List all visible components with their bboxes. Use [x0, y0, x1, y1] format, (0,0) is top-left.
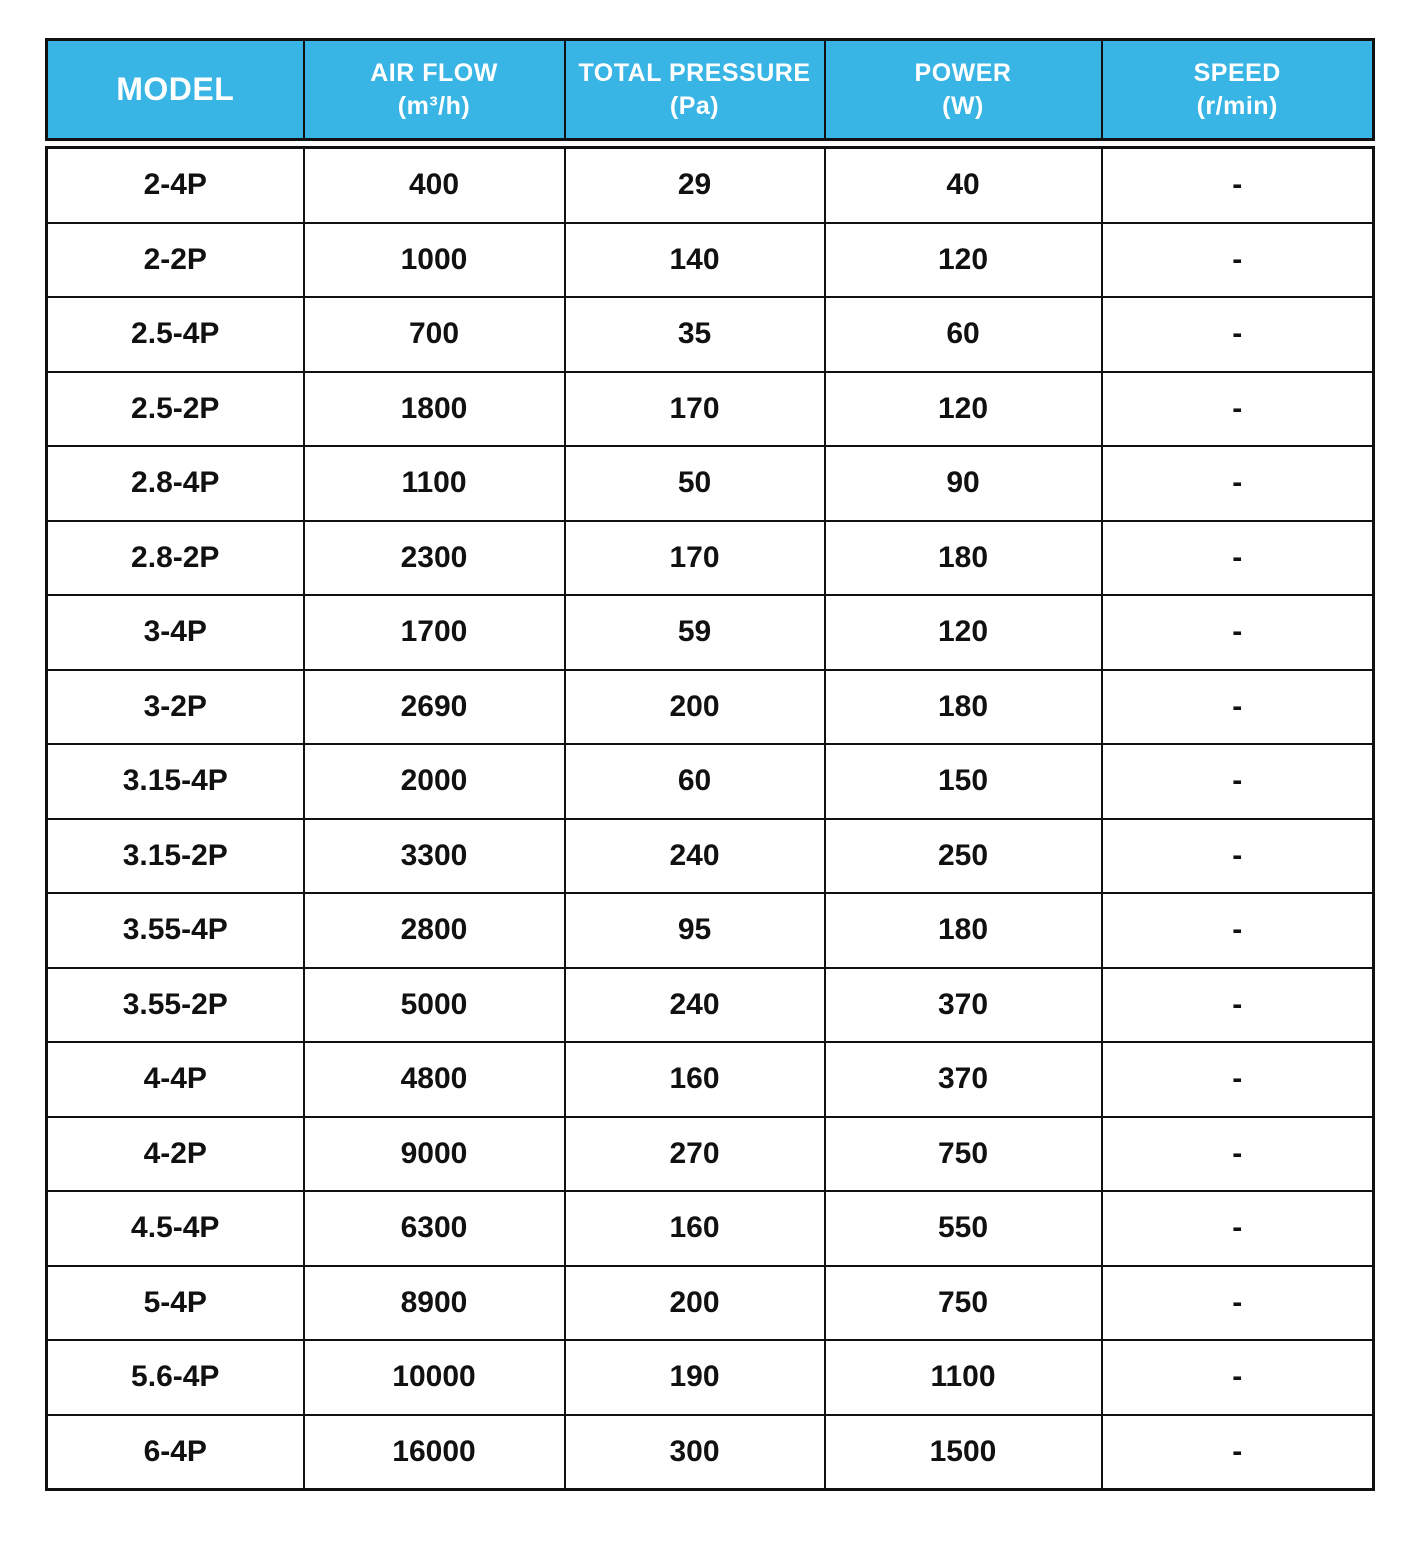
- col-header-total-pressure-label: TOTAL PRESSURE: [578, 59, 811, 87]
- cell-air-flow: 1000: [304, 223, 565, 298]
- col-header-model: [47, 40, 304, 140]
- cell-air-flow: 3300: [304, 819, 565, 894]
- cell-power: 750: [825, 1266, 1102, 1341]
- cell-total-pressure: 200: [565, 1266, 825, 1341]
- cell-power: 1100: [825, 1340, 1102, 1415]
- cell-speed: -: [1102, 1042, 1374, 1117]
- cell-air-flow: 1800: [304, 372, 565, 447]
- cell-model: 3.15-2P: [47, 819, 304, 894]
- cell-power: 370: [825, 1042, 1102, 1117]
- cell-speed: -: [1102, 1266, 1374, 1341]
- cell-total-pressure: 95: [565, 893, 825, 968]
- table-row: [47, 893, 1374, 968]
- cell-air-flow: 700: [304, 297, 565, 372]
- cell-model: 2.5-2P: [47, 372, 304, 447]
- cell-speed: -: [1102, 968, 1374, 1043]
- spec-table: [45, 38, 1372, 1491]
- cell-power: 90: [825, 446, 1102, 521]
- cell-speed: -: [1102, 893, 1374, 968]
- cell-power: 180: [825, 670, 1102, 745]
- cell-air-flow: 2000: [304, 744, 565, 819]
- table-row: [47, 446, 1374, 521]
- cell-model: 3-4P: [47, 595, 304, 670]
- cell-speed: -: [1102, 744, 1374, 819]
- cell-air-flow: 1100: [304, 446, 565, 521]
- cell-total-pressure: 270: [565, 1117, 825, 1192]
- table-row: [47, 1266, 1374, 1341]
- cell-total-pressure: 240: [565, 819, 825, 894]
- col-header-speed-unit: (r/min): [1196, 91, 1278, 120]
- cell-power: 180: [825, 893, 1102, 968]
- cell-model: 2.5-4P: [47, 297, 304, 372]
- col-header-total-pressure-unit: (Pa): [669, 91, 720, 120]
- cell-air-flow: 16000: [304, 1415, 565, 1490]
- cell-power: 1500: [825, 1415, 1102, 1490]
- cell-total-pressure: 160: [565, 1042, 825, 1117]
- table-row: [47, 521, 1374, 596]
- cell-total-pressure: 240: [565, 968, 825, 1043]
- col-header-air-flow-unit: (m³/h): [397, 91, 471, 120]
- table-row: [47, 595, 1374, 670]
- cell-total-pressure: 200: [565, 670, 825, 745]
- cell-total-pressure: 140: [565, 223, 825, 298]
- table-row: [47, 670, 1374, 745]
- cell-total-pressure: 60: [565, 744, 825, 819]
- table-row: [47, 1191, 1374, 1266]
- col-header-air-flow: [304, 40, 565, 140]
- cell-model: 6-4P: [47, 1415, 304, 1490]
- cell-air-flow: 4800: [304, 1042, 565, 1117]
- cell-power: 750: [825, 1117, 1102, 1192]
- cell-model: 2.8-4P: [47, 446, 304, 521]
- cell-speed: -: [1102, 148, 1374, 223]
- cell-model: 5-4P: [47, 1266, 304, 1341]
- table-row: [47, 297, 1374, 372]
- cell-speed: -: [1102, 670, 1374, 745]
- cell-total-pressure: 59: [565, 595, 825, 670]
- cell-power: 150: [825, 744, 1102, 819]
- col-header-power-label: POWER: [914, 59, 1012, 87]
- cell-air-flow: 2690: [304, 670, 565, 745]
- cell-model: 3.55-4P: [47, 893, 304, 968]
- cell-air-flow: 400: [304, 148, 565, 223]
- table-row: [47, 968, 1374, 1043]
- col-header-speed: [1102, 40, 1374, 140]
- cell-speed: -: [1102, 372, 1374, 447]
- cell-speed: -: [1102, 521, 1374, 596]
- col-header-model-label: MODEL: [116, 70, 235, 107]
- cell-air-flow: 8900: [304, 1266, 565, 1341]
- cell-speed: -: [1102, 223, 1374, 298]
- cell-speed: -: [1102, 446, 1374, 521]
- cell-model: 4-2P: [47, 1117, 304, 1192]
- cell-air-flow: 10000: [304, 1340, 565, 1415]
- cell-model: 3-2P: [47, 670, 304, 745]
- cell-total-pressure: 35: [565, 297, 825, 372]
- cell-speed: -: [1102, 819, 1374, 894]
- cell-power: 550: [825, 1191, 1102, 1266]
- cell-air-flow: 2800: [304, 893, 565, 968]
- header-row: [47, 40, 1374, 140]
- cell-total-pressure: 50: [565, 446, 825, 521]
- cell-model: 2.8-2P: [47, 521, 304, 596]
- cell-air-flow: 5000: [304, 968, 565, 1043]
- table-row: [47, 819, 1374, 894]
- table-row: [47, 1042, 1374, 1117]
- cell-power: 40: [825, 148, 1102, 223]
- cell-total-pressure: 170: [565, 521, 825, 596]
- spec-table-body: [45, 146, 1375, 1491]
- cell-air-flow: 1700: [304, 595, 565, 670]
- col-header-power-unit: (W): [942, 91, 984, 120]
- cell-model: 4.5-4P: [47, 1191, 304, 1266]
- cell-power: 120: [825, 372, 1102, 447]
- spec-table-rows: [47, 148, 1374, 1490]
- cell-speed: -: [1102, 1415, 1374, 1490]
- col-header-air-flow-label: AIR FLOW: [370, 59, 498, 87]
- cell-total-pressure: 29: [565, 148, 825, 223]
- table-row: [47, 1340, 1374, 1415]
- cell-model: 4-4P: [47, 1042, 304, 1117]
- cell-model: 3.55-2P: [47, 968, 304, 1043]
- cell-total-pressure: 160: [565, 1191, 825, 1266]
- cell-model: 2-2P: [47, 223, 304, 298]
- table-row: [47, 372, 1374, 447]
- cell-speed: -: [1102, 1340, 1374, 1415]
- cell-power: 120: [825, 223, 1102, 298]
- table-row: [47, 1117, 1374, 1192]
- table-row: [47, 1415, 1374, 1490]
- spec-table-header: [45, 38, 1375, 141]
- col-header-speed-label: SPEED: [1193, 59, 1281, 87]
- cell-power: 370: [825, 968, 1102, 1043]
- cell-air-flow: 9000: [304, 1117, 565, 1192]
- table-row: [47, 148, 1374, 223]
- col-header-total-pressure: [565, 40, 825, 140]
- cell-power: 180: [825, 521, 1102, 596]
- cell-power: 120: [825, 595, 1102, 670]
- cell-model: 3.15-4P: [47, 744, 304, 819]
- cell-air-flow: 2300: [304, 521, 565, 596]
- cell-power: 60: [825, 297, 1102, 372]
- cell-speed: -: [1102, 1191, 1374, 1266]
- cell-speed: -: [1102, 1117, 1374, 1192]
- cell-speed: -: [1102, 297, 1374, 372]
- cell-total-pressure: 190: [565, 1340, 825, 1415]
- cell-speed: -: [1102, 595, 1374, 670]
- col-header-power: [825, 40, 1102, 140]
- table-row: [47, 223, 1374, 298]
- cell-model: 2-4P: [47, 148, 304, 223]
- cell-air-flow: 6300: [304, 1191, 565, 1266]
- cell-total-pressure: 170: [565, 372, 825, 447]
- table-row: [47, 744, 1374, 819]
- cell-total-pressure: 300: [565, 1415, 825, 1490]
- cell-model: 5.6-4P: [47, 1340, 304, 1415]
- cell-power: 250: [825, 819, 1102, 894]
